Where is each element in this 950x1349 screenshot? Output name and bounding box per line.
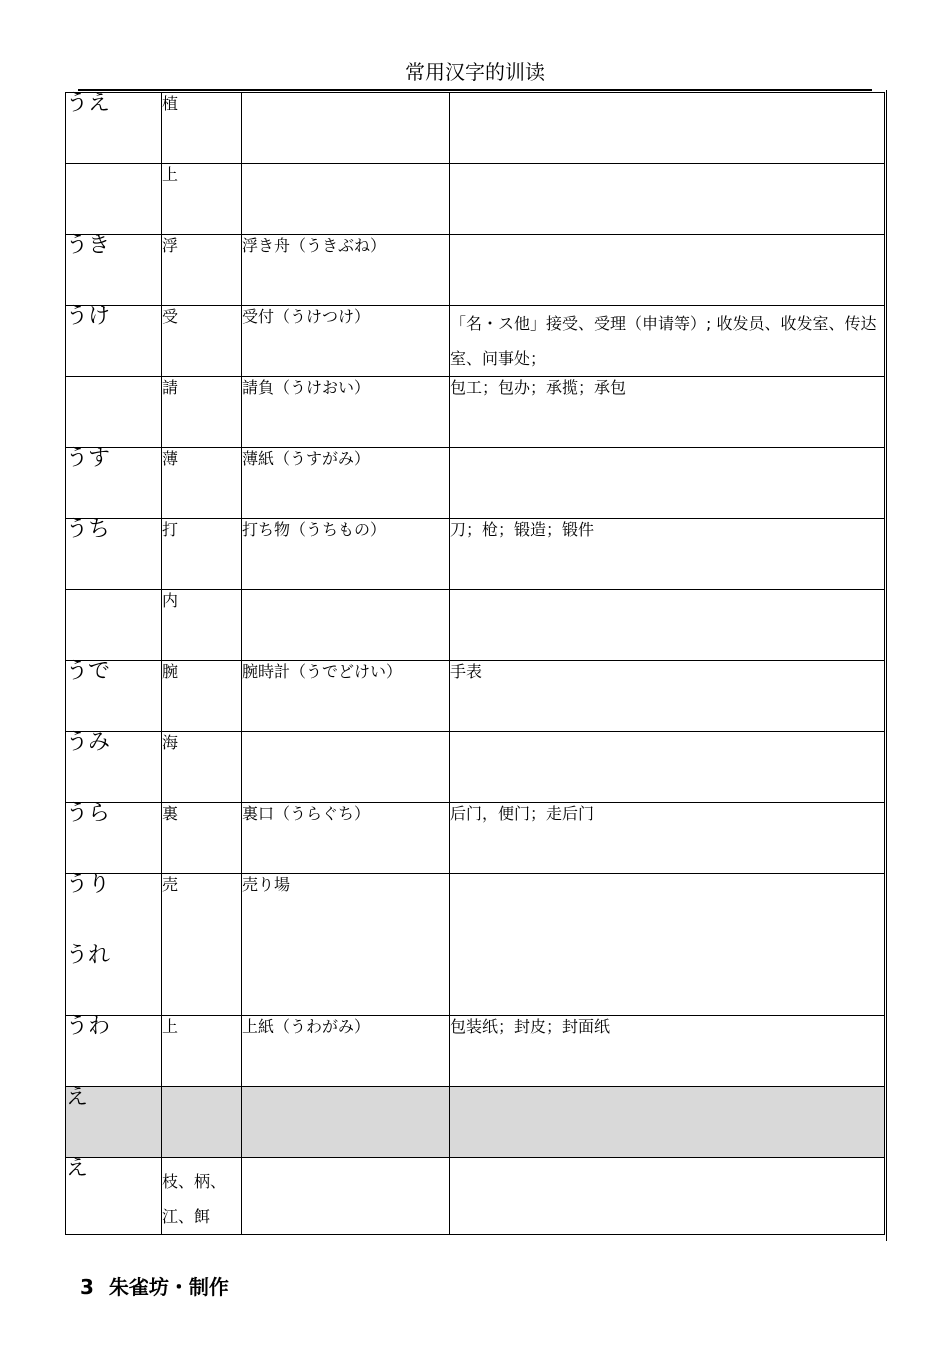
table-row [66, 732, 885, 803]
table-row [66, 803, 885, 874]
kanji-reading-table [65, 92, 885, 1235]
table-row [66, 235, 885, 306]
kanji-cell: 裏 [162, 803, 242, 874]
meaning-cell: 手表 [450, 661, 885, 732]
meaning-cell [450, 590, 885, 661]
kanji-cell: 売 [162, 874, 242, 1016]
footer-credit: 朱雀坊・制作 [108, 1275, 229, 1299]
kanji-cell: 内 [162, 590, 242, 661]
kanji-cell: 上 [162, 1016, 242, 1087]
word-cell: 腕時計（うでどけい） [242, 661, 450, 732]
reading-cell: うみ [66, 732, 162, 803]
meaning-cell [450, 93, 885, 164]
word-cell: 浮き舟（うきぶね） [242, 235, 450, 306]
word-cell: 売り場 [242, 874, 450, 1016]
reading-cell: うき [66, 235, 162, 306]
table-row [66, 590, 885, 661]
table-row [66, 519, 885, 590]
page-number: 3 [80, 1275, 94, 1299]
word-cell: 打ち物（うちもの） [242, 519, 450, 590]
table-row [66, 661, 885, 732]
word-cell: 薄紙（うすがみ） [242, 448, 450, 519]
word-cell: 請負（うけおい） [242, 377, 450, 448]
meaning-cell: 后门，便门；走后门 [450, 803, 885, 874]
kanji-cell: 受 [162, 306, 242, 377]
kanji-cell: 薄 [162, 448, 242, 519]
kanji-cell: 浮 [162, 235, 242, 306]
reading-cell: うえ [66, 93, 162, 164]
meaning-cell [450, 1087, 885, 1158]
meaning-cell [450, 235, 885, 306]
reading-cell: うす [66, 448, 162, 519]
reading-cell: うち [66, 519, 162, 590]
table-row [66, 1158, 885, 1235]
title-underline [78, 89, 872, 91]
page-title: 常用汉字的训读 [405, 60, 545, 84]
word-cell [242, 732, 450, 803]
word-cell [242, 590, 450, 661]
meaning-cell: 刀；枪；锻造；锻件 [450, 519, 885, 590]
table-row [66, 874, 885, 1016]
reading-cell [66, 874, 162, 1016]
meaning-cell [450, 448, 885, 519]
kanji-cell [162, 1087, 242, 1158]
word-cell: 受付（うけつけ） [242, 306, 450, 377]
reading-cell: うら [66, 803, 162, 874]
reading-cell: え [66, 1158, 162, 1235]
kanji-cell: 請 [162, 377, 242, 448]
reading-cell [66, 377, 162, 448]
meaning-cell: 「名・ス他」接受、受理（申请等）; 收发员、收发室、传达室、问事处； [450, 306, 885, 377]
meaning-cell [450, 1158, 885, 1235]
reading-cell: うわ [66, 1016, 162, 1087]
reading-label-secondary: うれ [66, 943, 111, 968]
kanji-cell: 海 [162, 732, 242, 803]
kanji-cell: 腕 [162, 661, 242, 732]
meaning-cell [450, 164, 885, 235]
kanji-cell: 上 [162, 164, 242, 235]
reading-cell: うで [66, 661, 162, 732]
reading-cell: え [66, 1087, 162, 1158]
meaning-cell [450, 732, 885, 803]
table-row [66, 164, 885, 235]
reading-cell [66, 164, 162, 235]
reading-cell: うけ [66, 306, 162, 377]
page-footer [80, 1271, 229, 1300]
word-cell [242, 164, 450, 235]
table-row [66, 448, 885, 519]
word-cell [242, 1158, 450, 1235]
table-row [66, 377, 885, 448]
table-row [66, 93, 885, 164]
kanji-cell: 植 [162, 93, 242, 164]
kanji-cell: 打 [162, 519, 242, 590]
right-border-rule [886, 90, 887, 1241]
meaning-cell: 包装纸；封皮；封面纸 [450, 1016, 885, 1087]
meaning-cell: 包工；包办；承揽；承包 [450, 377, 885, 448]
word-cell: 上紙（うわがみ） [242, 1016, 450, 1087]
section-header-row [66, 1087, 885, 1158]
word-cell [242, 1087, 450, 1158]
kanji-cell: 枝、柄、江、餌 [162, 1158, 242, 1235]
word-cell: 裏口（うらぐち） [242, 803, 450, 874]
reading-cell [66, 590, 162, 661]
table-row [66, 1016, 885, 1087]
table-row [66, 306, 885, 377]
word-cell [242, 93, 450, 164]
reading-label: うり [66, 872, 111, 897]
meaning-cell [450, 874, 885, 1016]
